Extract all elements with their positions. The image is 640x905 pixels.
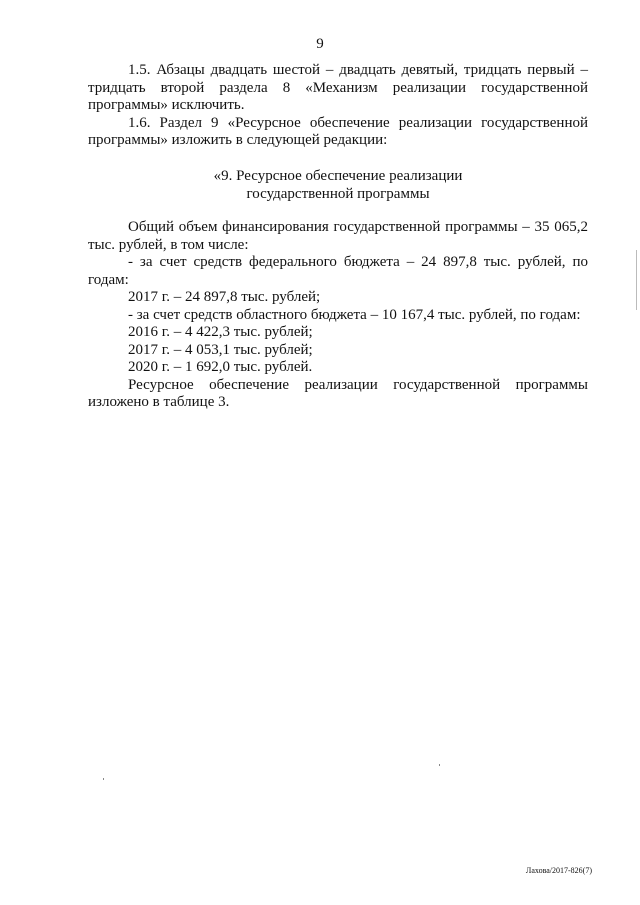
amendments-block <box>88 62 588 150</box>
regional-year-2020: 2020 г. – 1 692,0 тыс. рублей. <box>128 359 313 375</box>
total-financing: Общий объем финансирования государственной программы – 35 065,2 тыс. рублей, в том числе: <box>88 219 588 253</box>
footer-reference: Лахова/2017-826(7) <box>525 866 592 875</box>
section-heading-line-1: «9. Ресурсное обеспечение реализации <box>213 168 463 184</box>
scan-mark <box>439 764 440 766</box>
amendment-1-6: 1.6. Раздел 9 «Ресурсное обеспечение реализации государственной программы» изложить в следующей редакции: <box>88 114 588 148</box>
amendment-1-5: 1.5. Абзацы двадцать шестой – двадцать девятый, тридцать первый – тридцать второй раздела 8 «Механизм реализации государственной программы» исключить. <box>88 62 588 113</box>
section-heading <box>88 168 588 203</box>
regional-year-2016: 2016 г. – 4 422,3 тыс. рублей; <box>128 324 313 340</box>
scan-mark <box>103 778 104 780</box>
regional-year-2017: 2017 г. – 4 053,1 тыс. рублей; <box>128 341 313 358</box>
regional-intro: - за счет средств областного бюджета – 10 167,4 тыс. рублей, по годам: <box>128 306 581 323</box>
page-number: 9 <box>316 36 324 52</box>
section-heading-line-2: государственной программы <box>246 185 430 202</box>
closing-statement: Ресурсное обеспечение реализации государственной программы изложено в таблице 3. <box>88 376 588 410</box>
federal-year-2017: 2017 г. – 24 897,8 тыс. рублей; <box>128 289 321 305</box>
scan-mark <box>636 250 637 310</box>
section-body <box>88 219 588 412</box>
federal-intro: - за счет средств федерального бюджета – 24 897,8 тыс. рублей, по годам: <box>88 254 588 288</box>
